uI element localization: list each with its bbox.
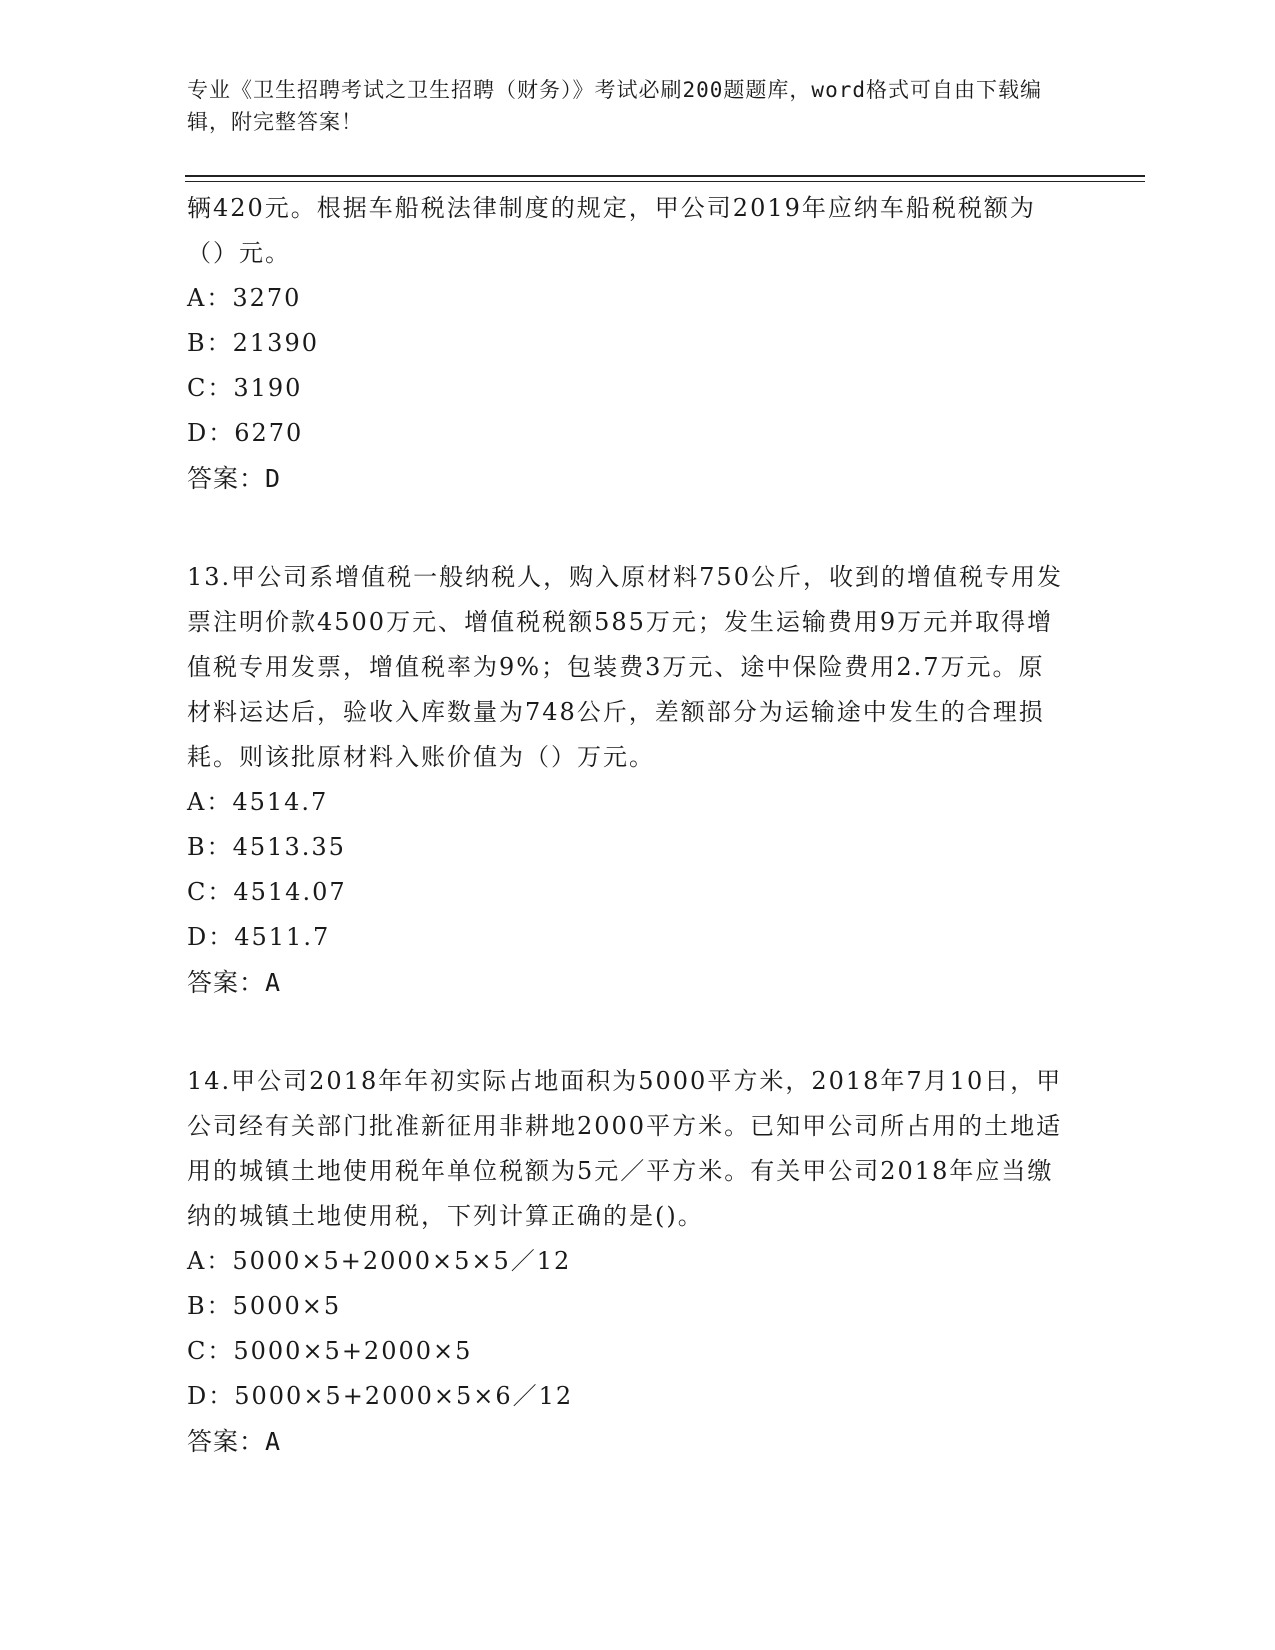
option-a: A：5000×5+2000×5×5／12 <box>187 1247 572 1275</box>
option-c: C：3190 <box>187 374 303 402</box>
question-block <box>187 186 1067 501</box>
document-header <box>187 74 1067 138</box>
option-d: D：4511.7 <box>187 923 331 951</box>
answer-line: 答案：D <box>187 464 282 493</box>
question-stem: 辆420元。根据车船税法律制度的规定，甲公司2019年应纳车船税税额为（）元。 <box>187 194 1036 267</box>
answer-line: 答案：A <box>187 968 282 997</box>
question-block <box>187 1059 1067 1464</box>
option-b: B：4513.35 <box>187 833 346 861</box>
question-block <box>187 555 1067 1005</box>
question-spacer <box>187 1005 1067 1059</box>
header-divider-thick <box>185 175 1145 177</box>
option-d: D：5000×5+2000×5×6／12 <box>187 1382 574 1410</box>
header-divider-thin <box>185 181 1145 182</box>
question-list <box>187 186 1067 1464</box>
question-stem: 14.甲公司2018年年初实际占地面积为5000平方米，2018年7月10日，甲公司经有关部门批准新征用非耕地2000平方米。已知甲公司所占用的土地适用的城镇土地使用税年单位税额为5元／平方米。有关甲公司2018年应当缴纳的城镇土地使用税，下列计算正确的是()。 <box>187 1067 1063 1230</box>
question-spacer <box>187 501 1067 555</box>
option-b: B：21390 <box>187 329 319 357</box>
option-a: A：4514.7 <box>187 788 329 816</box>
option-a: A：3270 <box>187 284 302 312</box>
option-d: D：6270 <box>187 419 304 447</box>
option-c: C：4514.07 <box>187 878 347 906</box>
answer-line: 答案：A <box>187 1427 282 1456</box>
option-c: C：5000×5+2000×5 <box>187 1337 473 1365</box>
option-b: B：5000×5 <box>187 1292 342 1320</box>
header-title: 专业《卫生招聘考试之卫生招聘（财务）》考试必刷200题题库，word格式可自由下载编辑，附完整答案！ <box>187 78 1042 134</box>
question-stem: 13.甲公司系增值税一般纳税人，购入原材料750公斤，收到的增值税专用发票注明价款4500万元、增值税税额585万元；发生运输费用9万元并取得增值税专用发票，增值税率为9%；包装费3万元、途中保险费用2.7万元。原材料运达后，验收入库数量为748公斤，差额部分为运输途中发生的合理损耗。则该批原材料入账价值为（）万元。 <box>187 563 1063 771</box>
